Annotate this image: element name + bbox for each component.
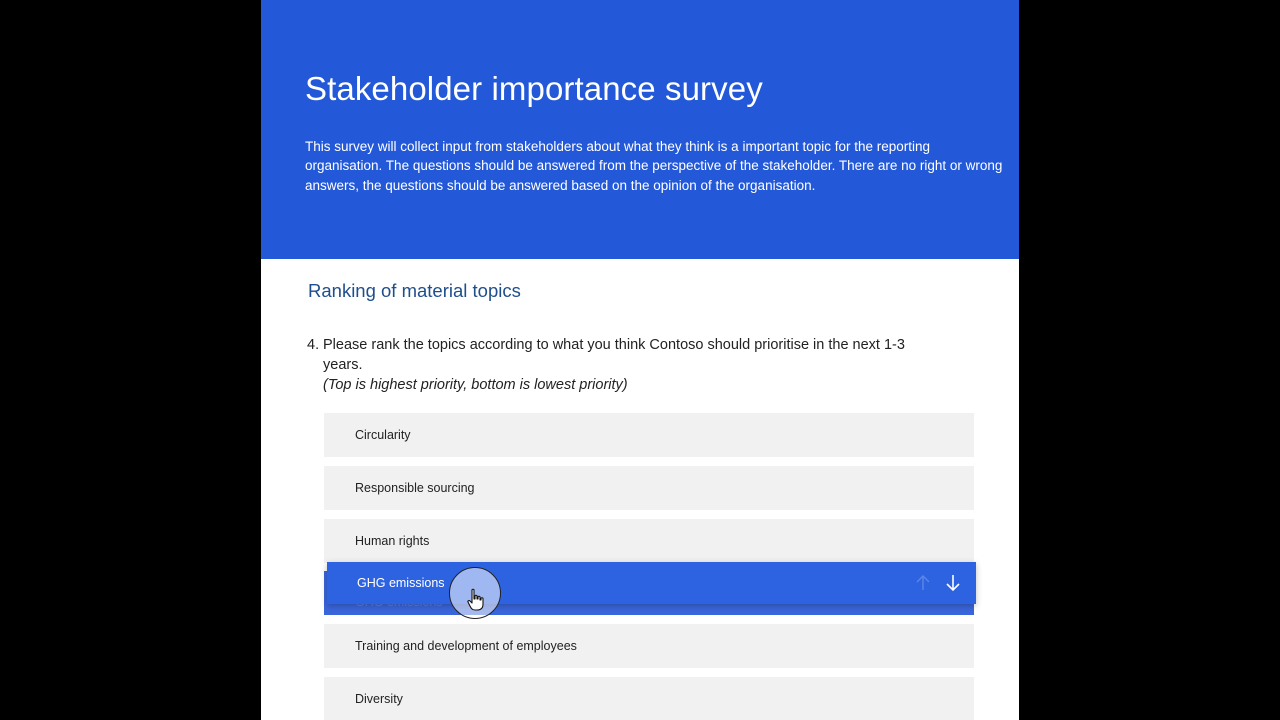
rank-item-diversity[interactable] xyxy=(324,677,974,720)
question-4 xyxy=(307,335,947,395)
rank-item-responsible-sourcing[interactable] xyxy=(324,466,974,510)
rank-item-training[interactable] xyxy=(324,624,974,668)
rank-item-human-rights[interactable] xyxy=(324,519,974,563)
question-hint: (Top is highest priority, bottom is lowest priority) xyxy=(323,377,628,393)
survey-header xyxy=(261,0,1019,259)
rank-item-label: Human rights xyxy=(355,534,430,548)
hand-cursor-icon xyxy=(466,588,486,612)
move-down-button[interactable] xyxy=(941,570,965,596)
rank-item-label: Training and development of employees xyxy=(355,639,577,653)
arrow-up-icon xyxy=(911,570,935,596)
question-text: Please rank the topics according to what you think Contoso should prioritise in the next 1-3 years. xyxy=(323,337,905,373)
rank-item-label: Diversity xyxy=(355,692,403,706)
survey-title: Stakeholder importance survey xyxy=(305,70,763,107)
rank-item-label: Circularity xyxy=(355,428,411,442)
survey-description: This survey will collect input from stakeholders about what they think is a important topic for the reporting organisation. The questions should be answered from the perspective of the stakeholder. There are no right or wrong answers, the questions should be answered based on the opinion of the organisation. xyxy=(305,139,1003,193)
question-number: 4. xyxy=(307,337,320,353)
rank-item-label: Responsible sourcing xyxy=(355,481,475,495)
section-title: Ranking of material topics xyxy=(308,280,521,301)
survey-page xyxy=(261,0,1019,720)
dragged-item-label: GHG emissions xyxy=(357,576,445,590)
move-up-button[interactable] xyxy=(911,570,935,596)
arrow-down-icon xyxy=(941,570,965,596)
dragged-rank-item[interactable] xyxy=(327,562,976,604)
rank-item-circularity[interactable] xyxy=(324,413,974,457)
